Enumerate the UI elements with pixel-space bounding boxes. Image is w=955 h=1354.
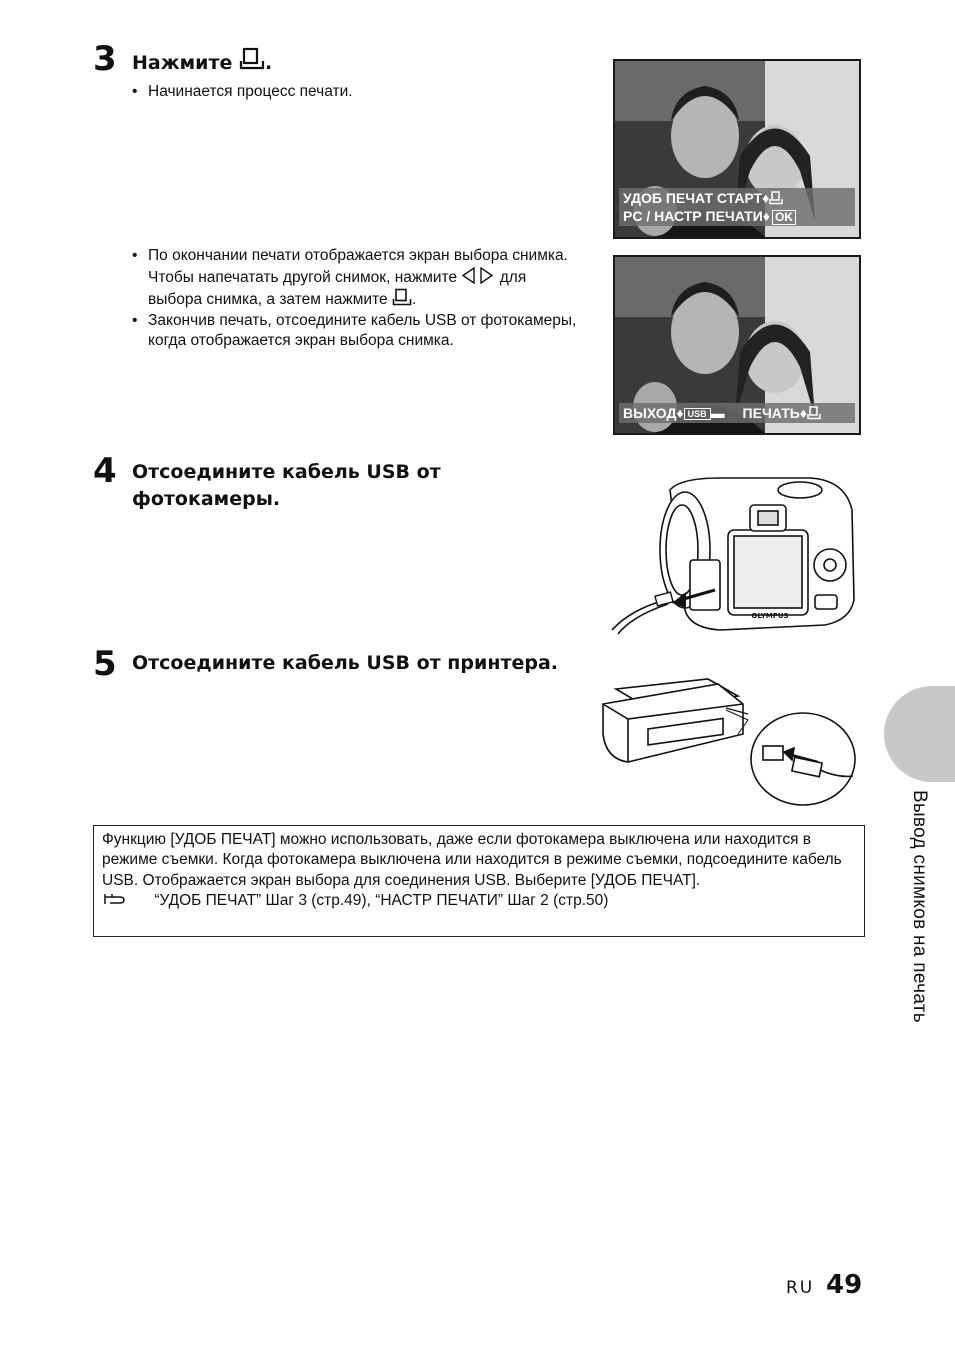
print-button-icon	[239, 47, 265, 71]
screen-2-menu-bar: ВЫХОД♦ USB ▬ ПЕЧАТЬ♦	[619, 403, 855, 423]
print-icon-white	[769, 191, 783, 205]
screen-1-menu-bar	[619, 188, 855, 226]
step-3-title-text: Нажмите	[132, 52, 233, 74]
step-3-bullets-bottom	[132, 246, 577, 352]
print-button-icon-small	[392, 288, 412, 306]
camera-unplug-illustration	[610, 470, 860, 635]
step-3-title	[132, 47, 272, 77]
pointing-hand-icon	[102, 891, 136, 907]
ok-button-icon: OK	[772, 210, 796, 225]
step-3-bullet-3: • Закончив печать, отсоедините кабель USB от фотокамеры, когда отображается экран выбора снимка.	[132, 311, 577, 352]
left-right-arrows-icon	[461, 267, 495, 284]
info-note-reference	[102, 891, 856, 911]
camera-screen-print-menu	[613, 59, 861, 239]
info-note-text: Функцию [УДОБ ПЕЧАТ] можно использовать, даже если фотокамера выключена или находится в режиме съемки. Когда фотокамера выключена или находится в режиме съемки, подсоедините кабель USB. Отображается экран выбора для соединения USB. Выберите [УДОБ ПЕЧАТ].	[102, 831, 842, 889]
printer-unplug-illustration	[598, 674, 858, 806]
info-reference-text: “УДОБ ПЕЧАТ” Шаг 3 (стр.49), “НАСТР ПЕЧАТИ” Шаг 2 (стр.50)	[154, 891, 609, 909]
step-3-bullet-2	[132, 246, 577, 311]
screen-1-line-2: PC / НАСТР ПЕЧАТИ♦ OK	[623, 207, 851, 225]
screen-1-line-1: УДОБ ПЕЧАТ СТАРТ♦	[623, 189, 851, 207]
step-5-title: Отсоедините кабель USB от принтера.	[132, 652, 558, 674]
menu-print: ПЕЧАТЬ	[742, 405, 800, 421]
footer-language: RU	[786, 1278, 815, 1298]
usb-icon: USB	[684, 408, 711, 420]
menu-easy-print-start: УДОБ ПЕЧАТ СТАРТ	[623, 190, 763, 206]
camera-brand-label: OLYMPUS	[751, 612, 789, 620]
step-4-number: 4	[93, 451, 117, 491]
step-3-bullets-top	[132, 82, 572, 103]
menu-pc-print-settings: PC / НАСТР ПЕЧАТИ	[623, 208, 763, 224]
step-4-title	[132, 459, 552, 513]
step-3-bullet-2-text-b: для выбора снимка, а затем нажмите	[148, 268, 527, 308]
step-3-bullet-2-end: .	[411, 291, 417, 308]
camera-screen-select-image	[613, 255, 861, 435]
step-4-title-line-1: Отсоедините кабель USB от	[132, 461, 441, 483]
page-number: 49	[826, 1270, 863, 1300]
chapter-title: Вывод снимков на печать	[909, 790, 930, 1023]
chapter-tab	[884, 686, 955, 782]
info-note-box	[93, 825, 865, 937]
step-3-bullet-2-text-a: По окончании печати отображается экран выбора снимка. Чтобы напечатать другой снимок, нажмите	[148, 247, 568, 286]
step-3-bullet-1: • Начинается процесс печати.	[132, 82, 572, 103]
step-3-title-period: .	[265, 52, 273, 74]
print-icon-white-2	[807, 406, 821, 420]
menu-exit: ВЫХОД	[623, 405, 677, 421]
step-4-title-line-2: фотокамеры.	[132, 488, 281, 510]
step-5-number: 5	[93, 644, 117, 684]
step-3-number: 3	[93, 39, 117, 79]
